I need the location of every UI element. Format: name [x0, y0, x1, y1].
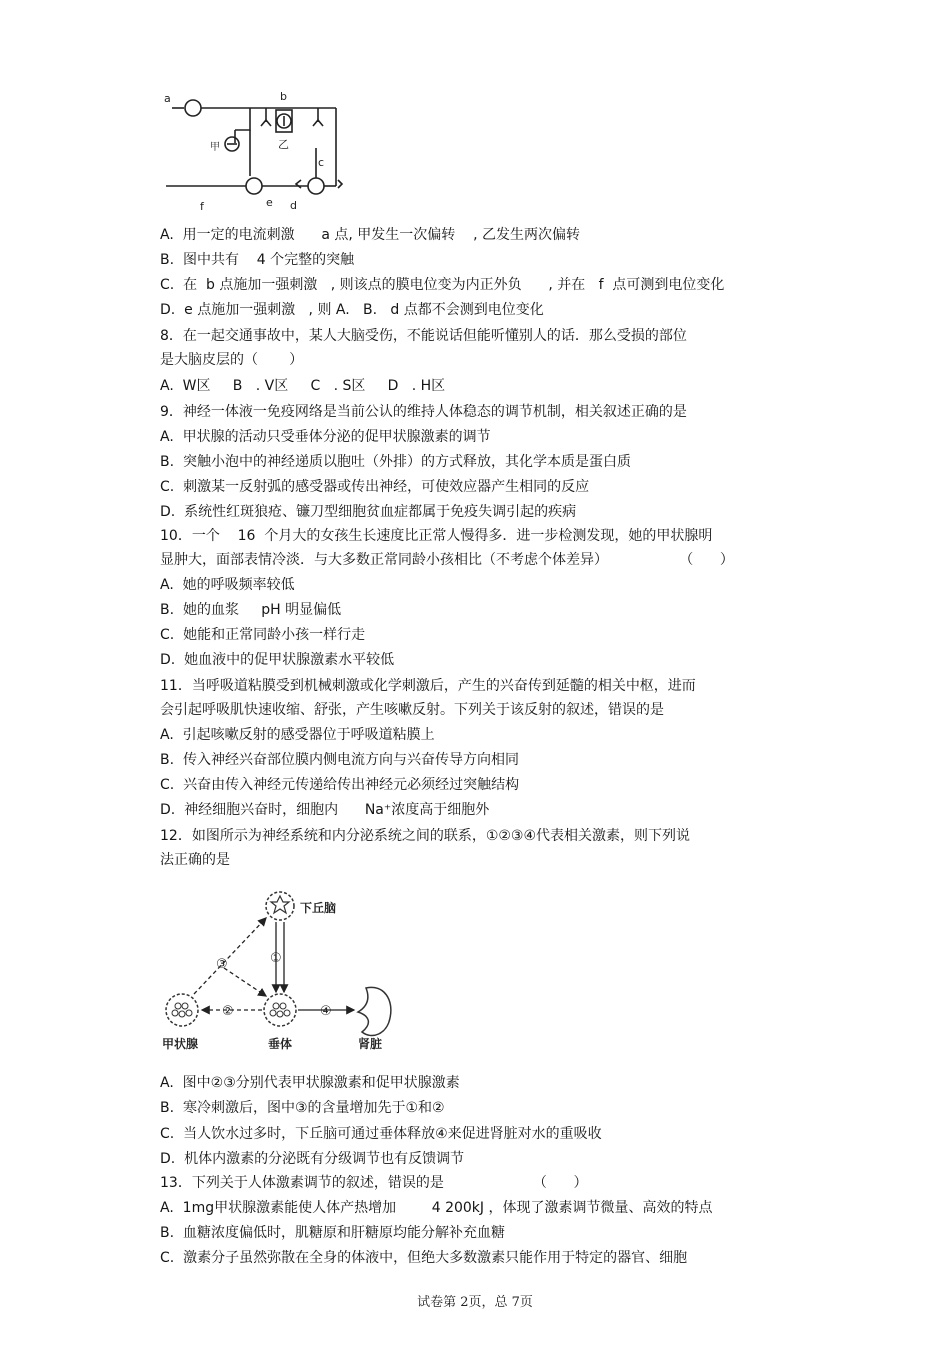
question-10-line2: 显肿大，面部表情冷淡．与大多数正常同龄小孩相比（不考虑个体差异） （ ） [160, 552, 734, 568]
option-13b: B. 血糖浓度偏低时，肌糖原和肝糖原均能分解补充血糖 [160, 1225, 505, 1241]
pituitary-cell-icon [264, 994, 296, 1026]
question-8-line2: 是大脑皮层的（ ） [160, 352, 304, 368]
label-f: f [200, 200, 204, 213]
label-c: c [318, 156, 325, 169]
neuron-circuit-figure [158, 88, 348, 213]
option-9c: C. 刺激某一反射弧的感受器或传出神经，可使效应器产生相同的反应 [160, 479, 590, 495]
label-b: b [280, 90, 287, 103]
kidney-label: 肾脏 [358, 1037, 383, 1051]
question-10-line1: 10．一个 16 个月大的女孩生长速度比正常人慢得多．进一步检测发现，她的甲状腺明 [160, 528, 713, 544]
question-12-line2: 法正确的是 [160, 852, 230, 868]
question-9: 9．神经一体液一免疫网络是当前公认的维持人体稳态的调节机制，相关叙述正确的是 [160, 404, 687, 420]
label-e: e [266, 196, 273, 209]
option-10a: A. 她的呼吸频率较低 [160, 577, 295, 593]
option-12b: B. 寒冷刺激后，图中③的含量增加先于①和② [160, 1100, 445, 1116]
option-9a: A. 甲状腺的活动只受垂体分泌的促甲状腺激素的调节 [160, 429, 491, 445]
question-11-line1: 11．当呼吸道粘膜受到机械刺激或化学刺激后，产生的兴奋传到延髓的相关中枢，进而 [160, 678, 696, 694]
option-12d: D. 机体内激素的分泌既有分级调节也有反馈调节 [160, 1151, 465, 1167]
page-footer: 试卷第 2页，总 7页 [417, 1295, 533, 1310]
hormone-4-label: ④ [320, 1004, 332, 1019]
thyroid-cell-icon [166, 994, 198, 1026]
option-7a: A. 用一定的电流刺激 a 点, 甲发生一次偏转 , 乙发生两次偏转 [160, 227, 581, 243]
option-13c: C. 激素分子虽然弥散在全身的体液中，但绝大多数激素只能作用于特定的器官、细胞 [160, 1250, 688, 1266]
option-10c: C. 她能和正常同龄小孩一样行走 [160, 627, 366, 643]
option-11c: C. 兴奋由传入神经元传递给传出神经元必须经过突触结构 [160, 777, 520, 793]
option-10b: B. 她的血浆 pH 明显偏低 [160, 602, 342, 618]
hormone-2-label: ② [222, 1004, 234, 1019]
option-11a: A. 引起咳嗽反射的感受器位于呼吸道粘膜上 [160, 727, 435, 743]
thyroid-label: 甲状腺 [162, 1037, 199, 1051]
question-8-line1: 8．在一起交通事故中，某人大脑受伤，不能说话但能听懂别人的话．那么受损的部位 [160, 328, 687, 344]
option-9b: B. 突触小泡中的神经递质以胞吐（外排）的方式释放，其化学本质是蛋白质 [160, 454, 631, 470]
option-12c: C. 当人饮水过多时，下丘脑可通过垂体释放④来促进肾脏对水的重吸收 [160, 1126, 602, 1142]
hypothalamus-label: 下丘脑 [300, 901, 337, 915]
option-7b: B. 图中共有 4 个完整的突触 [160, 252, 355, 268]
option-10d: D. 她血液中的促甲状腺激素水平较低 [160, 652, 395, 668]
question-13: 13．下列关于人体激素调节的叙述，错误的是 （ ） [160, 1175, 588, 1191]
kidney-icon [358, 987, 391, 1035]
label-a: a [164, 92, 171, 105]
option-11d: D. 神经细胞兴奋时，细胞内 Na⁺浓度高于细胞外 [160, 802, 490, 818]
label-d: d [290, 199, 297, 212]
options-8: A. W区 B . V区 C . S区 D . H区 [160, 378, 446, 394]
label-jia: 甲 [210, 142, 220, 153]
question-12-line1: 12．如图所示为神经系统和内分泌系统之间的联系，①②③④代表相关激素，则下列说 [160, 828, 691, 844]
hormone-3-label: ③ [216, 957, 228, 972]
question-11-line2: 会引起呼吸肌快速收缩、舒张，产生咳嗽反射。下列关于该反射的叙述，错误的是 [160, 702, 664, 718]
option-7d: D. e 点施加一强刺激 , 则 A. B. d 点都不会测到电位变化 [160, 302, 544, 318]
hormone-1-label: ① [270, 951, 282, 966]
option-13a: A. 1mg甲状腺激素能使人体产热增加 4 200kJ ，体现了激素调节微量、高效的特点 [160, 1200, 713, 1216]
option-7c: C. 在 b 点施加一强刺激 , 则该点的膜电位变为内正外负 , 并在 f 点可测到电位变化 [160, 277, 725, 293]
option-11b: B. 传入神经兴奋部位膜内侧电流方向与兴奋传导方向相同 [160, 752, 519, 768]
pituitary-label: 垂体 [268, 1037, 293, 1051]
endocrine-figure [158, 888, 398, 1058]
option-12a: A. 图中②③分别代表甲状腺激素和促甲状腺激素 [160, 1075, 460, 1091]
label-yi: 乙 [278, 138, 289, 151]
option-9d: D. 系统性红斑狼疮、镰刀型细胞贫血症都属于免疫失调引起的疾病 [160, 504, 577, 520]
